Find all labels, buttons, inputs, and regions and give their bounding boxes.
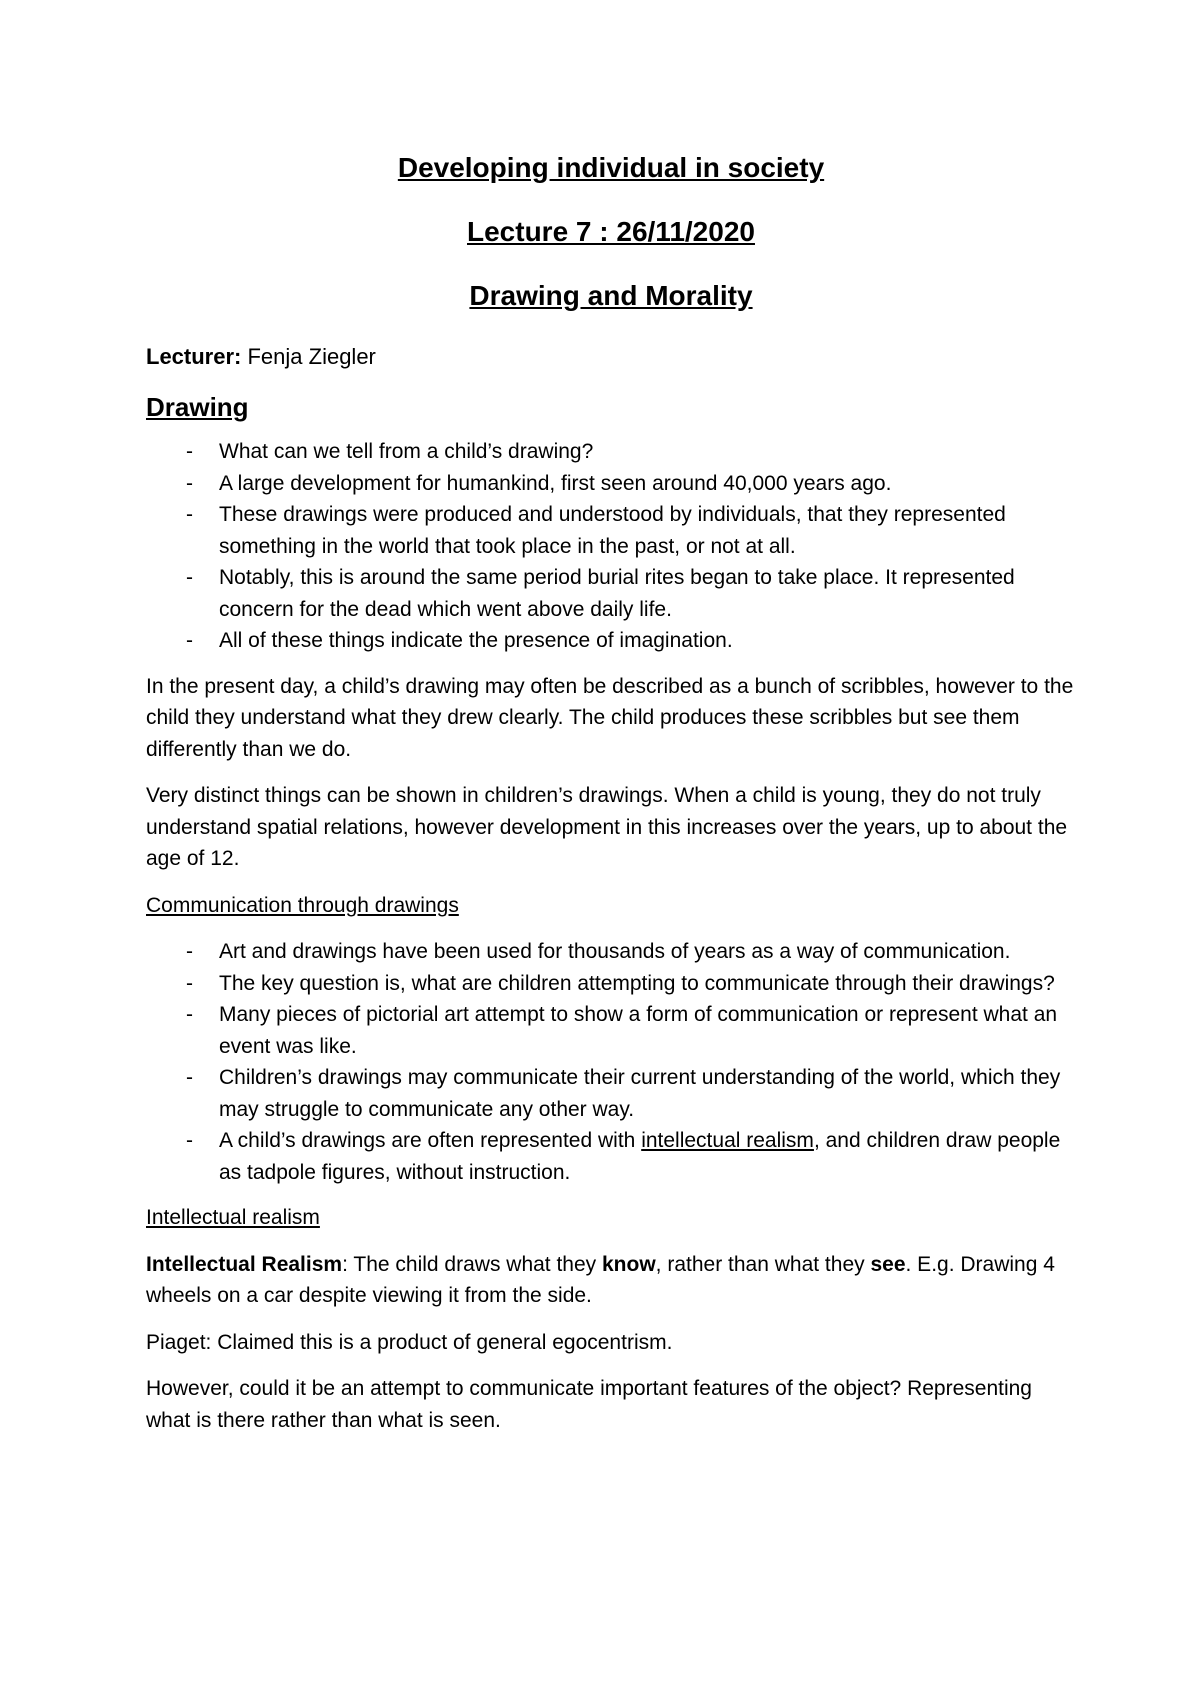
paragraph-definition [146,1249,1076,1312]
lecture-date-heading: Lecture 7 : 26/11/2020 [467,216,755,247]
bullet-text: Many pieces of pictorial art attempt to show a form of communication or represent what an event was like. [219,1003,1058,1058]
bullet-text: These drawings were produced and understood by individuals, that they represented something in the world that took place in the past, or not at all. [219,503,1006,558]
bullet-text: Children’s drawings may communicate their current understanding of the world, which they may struggle to communicate any other way. [219,1066,1061,1121]
bullet-text: A large development for humankind, first seen around 40,000 years ago. [219,471,892,495]
document-content [146,150,1076,1451]
definition-colon: : [342,1252,348,1276]
list-item [146,436,1076,468]
intellectual-realism-term: intellectual realism [641,1129,814,1152]
document-title: Developing individual in society [397,152,825,183]
bullet-text-after: , and children draw people as tadpole figures, without instruction. [219,1129,1061,1184]
definition-see: see [870,1252,906,1276]
dash-marker: - [186,566,193,589]
list-item [146,562,1076,625]
definition-term: Intellectual Realism [146,1252,343,1276]
definition-text-3: . E.g. Drawing 4 wheels on a car despite viewing it from the side. [146,1252,1055,1307]
list-item [146,1062,1076,1125]
lecturer-label: Lecturer: [146,344,242,369]
subheading-intellectual-realism: Intellectual realism [146,1206,320,1229]
lecturer-line [146,342,1076,372]
communication-bullet-list [146,936,1076,1188]
list-item [146,999,1076,1062]
bullet-text: All of these things indicate the presence of imagination. [219,629,733,652]
lecturer-name: Fenja Ziegler [247,344,376,369]
bullet-text: The key question is, what are children attempting to communicate through their drawings? [219,971,1055,995]
dash-marker: - [186,1129,193,1152]
paragraph-spatial-relations: Very distinct things can be shown in children’s drawings. When a child is young, they do not truly understand spatial relations, however development in this increases over the years, up to about the age of 12. [146,784,1068,870]
list-item [146,625,1076,657]
dash-marker: - [186,503,193,526]
bullet-text: Notably, this is around the same period burial rites began to take place. It represented concern for the dead which went above daily life. [219,566,1015,621]
list-item [146,936,1076,968]
definition-know: know [602,1252,656,1276]
bullet-text: Art and drawings have been used for thousands of years as a way of communication. [219,940,1011,963]
list-item [146,499,1076,562]
bullet-text: What can we tell from a child’s drawing? [219,440,594,463]
topic-heading: Drawing and Morality [469,280,753,311]
subheading-communication: Communication through drawings [146,893,459,917]
section-heading-drawing: Drawing [146,392,249,422]
dash-marker: - [186,1066,193,1089]
list-item [146,968,1076,1000]
list-item [146,1125,1076,1188]
definition-text-2: , rather than what they [655,1252,871,1276]
list-item [146,468,1076,500]
dash-marker: - [186,629,193,652]
paragraph-scribbles: In the present day, a child’s drawing may often be described as a bunch of scribbles, however to the child they understand what they drew clearly. The child produces these scribbles but see them differently than we do. [146,674,1074,761]
dash-marker: - [186,471,193,495]
dash-marker: - [186,971,193,995]
dash-marker: - [186,440,193,463]
drawing-bullet-list [146,436,1076,657]
bullet-text-before: A child’s drawings are often represented with [219,1129,642,1152]
dash-marker: - [186,940,193,963]
definition-text-1: The child draws what they [347,1252,602,1276]
paragraph-piaget: Piaget: Claimed this is a product of general egocentrism. [146,1330,673,1354]
dash-marker: - [186,1003,193,1026]
paragraph-question: However, could it be an attempt to communicate important features of the object? Representing what is there rather than what is seen. [146,1377,1032,1432]
